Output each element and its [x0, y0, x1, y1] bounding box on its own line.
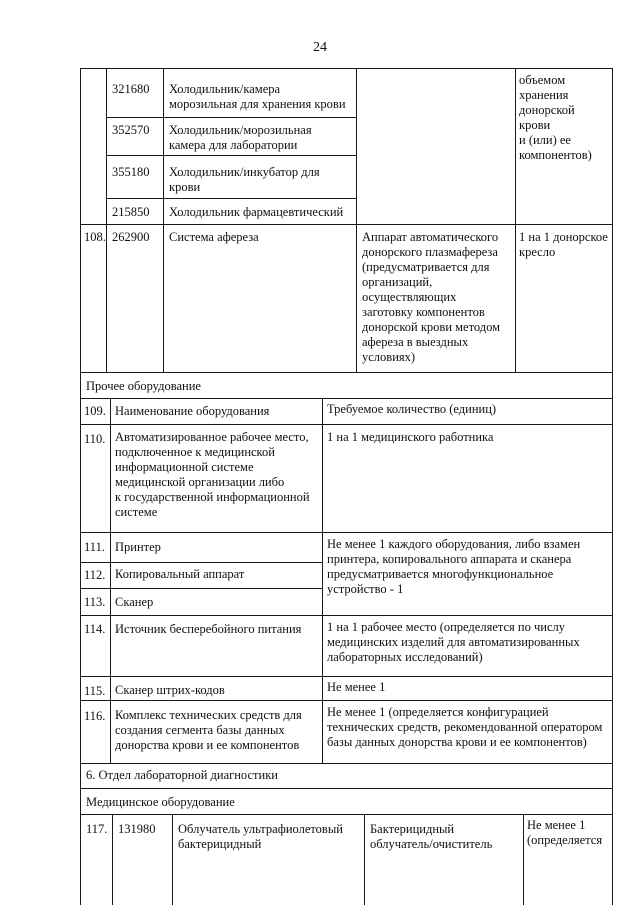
row-divider	[80, 398, 613, 399]
quantity-cell: Не менее 1	[327, 680, 386, 694]
col-divider	[110, 398, 111, 763]
row-number: 110.	[84, 432, 106, 446]
table-left-border	[80, 68, 81, 905]
description-cell: Аппарат автоматического донорского плазмафереза (предусматривается для организаций, осуществляющих заготовку компонентов донорской крови методом афереза в выездных условиях)	[362, 230, 501, 364]
row-number: 116.	[84, 709, 106, 723]
name-header: Наименование оборудования	[115, 404, 270, 418]
row-divider	[80, 372, 613, 373]
name-cell: Автоматизированное рабочее место, подключенное к медицинской информационной системе медицинской организации либо к государственной информационной системе	[115, 430, 310, 519]
name-cell: Комплекс технических средств для создания сегмента базы данных донорства крови и ее компонентов	[115, 708, 302, 752]
code-cell: 131980	[118, 822, 156, 836]
name-cell: Сканер	[115, 595, 154, 609]
name-cell: Холодильник/морозильная камера для лаборатории	[169, 123, 312, 152]
row-divider	[80, 532, 613, 533]
col-divider	[112, 814, 113, 905]
quantity-cell: 1 на 1 рабочее место (определяется по числу медицинских изделий для автоматизированных лабораторных исследований)	[327, 620, 580, 664]
row-number: 115.	[84, 684, 106, 698]
name-cell: Система афереза	[169, 230, 259, 244]
col-divider	[106, 68, 107, 372]
row-number: 113.	[84, 595, 106, 609]
row-divider	[80, 814, 613, 815]
code-cell: 262900	[112, 230, 150, 244]
col-divider	[172, 814, 173, 905]
row-divider	[80, 424, 613, 425]
row-number: 109.	[84, 404, 106, 418]
col-divider	[322, 398, 323, 763]
section-heading: Прочее оборудование	[86, 379, 201, 393]
name-cell: Источник бесперебойного питания	[115, 622, 302, 636]
row-divider	[80, 224, 613, 225]
row-divider	[106, 198, 357, 199]
name-cell: Холодильник/камера морозильная для хранения крови	[169, 82, 346, 111]
table-right-border	[612, 68, 613, 905]
name-cell: Облучатель ультрафиолетовый бактерицидный	[178, 822, 343, 851]
name-cell: Копировальный аппарат	[115, 567, 245, 581]
quantity-cell: объемом хранения донорской крови и (или) ее компонентов)	[519, 73, 592, 162]
row-divider	[80, 676, 613, 677]
col-divider	[523, 814, 524, 905]
name-cell: Сканер штрих-кодов	[115, 683, 225, 697]
quantity-cell: Не менее 1 (определяется	[527, 818, 603, 847]
row-number: 108.	[84, 230, 106, 244]
row-divider	[80, 562, 323, 563]
col-divider	[356, 68, 357, 372]
col-divider	[515, 68, 516, 372]
row-divider	[80, 588, 323, 589]
name-cell: Принтер	[115, 540, 161, 554]
quantity-cell: Не менее 1 (определяется конфигурацией технических средств, рекомендованной оператором базы данных донорства крови и ее компонентов)	[327, 705, 603, 749]
col-divider	[163, 68, 164, 372]
description-cell: Бактерицидный облучатель/очиститель	[370, 822, 493, 851]
table-top-border	[80, 68, 613, 69]
code-cell: 321680	[112, 82, 150, 96]
quantity-cell: 1 на 1 медицинского работника	[327, 430, 494, 444]
code-cell: 215850	[112, 205, 150, 219]
quantity-cell: 1 на 1 донорское кресло	[519, 230, 608, 259]
row-number: 117.	[86, 822, 108, 836]
name-cell: Холодильник/инкубатор для крови	[169, 165, 320, 194]
row-number: 114.	[84, 622, 106, 636]
section-heading: 6. Отдел лабораторной диагностики	[86, 768, 278, 782]
row-divider	[106, 155, 357, 156]
quantity-cell: Не менее 1 каждого оборудования, либо взамен принтера, копировального аппарата и сканера предусматривается многофункциональное устройство - 1	[327, 537, 581, 596]
code-cell: 355180	[112, 165, 150, 179]
row-number: 112.	[84, 568, 106, 582]
row-divider	[80, 615, 613, 616]
quantity-header: Требуемое количество (единиц)	[327, 402, 497, 416]
row-divider	[80, 700, 613, 701]
col-divider	[364, 814, 365, 905]
code-cell: 352570	[112, 123, 150, 137]
row-divider	[106, 117, 357, 118]
section-heading: Медицинское оборудование	[86, 795, 235, 809]
name-cell: Холодильник фармацевтический	[169, 205, 344, 219]
row-divider	[80, 788, 613, 789]
row-number: 111.	[84, 540, 105, 554]
row-divider	[80, 763, 613, 764]
page-number: 24	[313, 40, 327, 55]
